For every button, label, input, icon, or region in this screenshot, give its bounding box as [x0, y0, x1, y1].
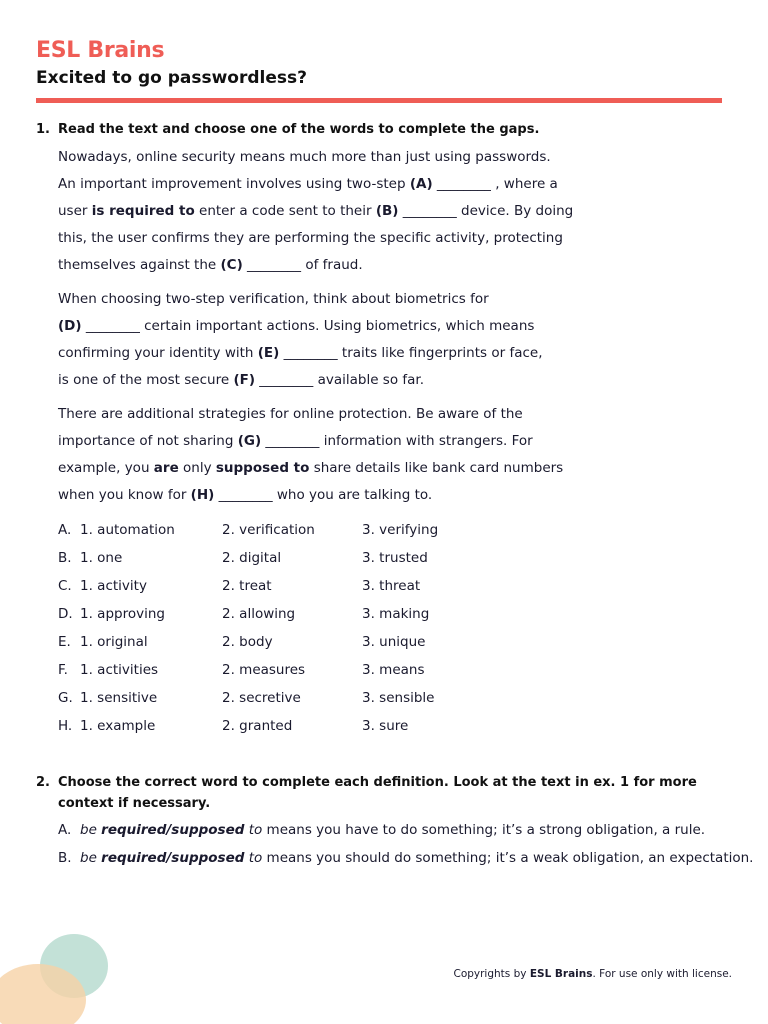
brand-logo: ESL Brains: [36, 38, 165, 63]
definition-letter: A.: [58, 822, 72, 838]
option-letter: H.: [58, 718, 73, 734]
text-run: An important improvement involves using two-step: [58, 176, 410, 192]
definition-choice: required/supposed: [101, 822, 245, 838]
footer-brand: ESL Brains: [529, 968, 593, 980]
text-line: [58, 482, 558, 509]
option-3: 3. sure: [362, 718, 409, 734]
footer-suffix: . For use only with license.: [592, 968, 732, 980]
bold-run: (G): [237, 433, 262, 449]
option-2: 2. digital: [222, 550, 282, 566]
text-run: only: [178, 460, 216, 476]
definition-be: be: [80, 822, 102, 838]
option-letter: C.: [58, 578, 72, 594]
bold-run: (F): [233, 372, 255, 388]
option-1: 1. original: [80, 634, 148, 650]
option-1: 1. sensitive: [80, 690, 158, 706]
text-run: ________ , where a: [432, 176, 558, 192]
text-line: [58, 455, 564, 482]
option-1: 1. one: [80, 550, 123, 566]
text-line: [58, 428, 558, 455]
option-3: 3. verifying: [362, 522, 439, 538]
bold-run: is required to: [91, 203, 195, 219]
option-2: 2. verification: [222, 522, 315, 538]
option-2: 2. secretive: [222, 690, 301, 706]
text-line: [58, 225, 563, 252]
bold-run: supposed to: [215, 460, 310, 476]
text-run: ________ traits like fingerprints or face,: [279, 345, 543, 361]
bold-run: are: [153, 460, 179, 476]
exercise-1-heading: [36, 122, 539, 137]
definition-rest: means you have to do something; it’s a strong obligation, a rule.: [262, 822, 706, 838]
option-letter: A.: [58, 522, 72, 538]
text-line: [58, 252, 558, 279]
option-1: 1. example: [80, 718, 156, 734]
text-run: When choosing two-step verification, think about biometrics for: [58, 291, 489, 307]
definition-to: to: [244, 850, 263, 866]
text-line: [58, 313, 558, 340]
option-2: 2. measures: [222, 662, 306, 678]
option-3: 3. unique: [362, 634, 426, 650]
option-2: 2. treat: [222, 578, 272, 594]
text-run: enter a code sent to their: [194, 203, 376, 219]
text-run: Nowadays, online security means much more than just using passwords.: [58, 149, 551, 165]
paragraph-3: [58, 401, 564, 509]
exercise-2-instruction: Choose the correct word to complete each definition. Look at the text in ex. 1 for more context if necessary.: [58, 775, 697, 811]
option-3: 3. sensible: [362, 690, 435, 706]
copyright-footer: [453, 968, 732, 980]
text-run: is one of the most secure: [58, 372, 234, 388]
text-run: themselves against the: [58, 257, 221, 273]
option-letter: G.: [58, 690, 73, 706]
paragraph-2: [58, 286, 558, 394]
definition-rest: means you should do something; it’s a weak obligation, an expectation.: [262, 850, 754, 866]
exercise-2-number: 2.: [36, 775, 50, 790]
option-3: 3. trusted: [362, 550, 428, 566]
text-run: There are additional strategies for online protection. Be aware of the: [58, 406, 523, 422]
option-1: 1. activity: [80, 578, 147, 594]
text-line: [58, 171, 558, 198]
option-letter: D.: [58, 606, 73, 622]
bold-run: (C): [220, 257, 243, 273]
text-run: ________ who you are talking to.: [214, 487, 433, 503]
option-1: 1. approving: [80, 606, 165, 622]
definition-choice: required/supposed: [101, 850, 245, 866]
option-letter: B.: [58, 550, 72, 566]
text-run: share details like bank card numbers: [309, 460, 564, 476]
exercise-2-heading: [36, 772, 716, 814]
option-2: 2. body: [222, 634, 273, 650]
option-3: 3. making: [362, 606, 430, 622]
text-run: confirming your identity with: [58, 345, 258, 361]
option-3: 3. means: [362, 662, 425, 678]
option-1: 1. activities: [80, 662, 159, 678]
definition-be: be: [80, 850, 102, 866]
option-2: 2. granted: [222, 718, 293, 734]
text-run: ________ device. By doing: [398, 203, 574, 219]
option-1: 1. automation: [80, 522, 175, 538]
exercise-1-instruction: Read the text and choose one of the words to complete the gaps.: [58, 122, 540, 137]
text-line: [58, 144, 558, 171]
title-divider: [36, 98, 722, 103]
paragraph-1: [58, 144, 574, 279]
text-run: this, the user confirms they are performing the specific activity, protecting: [58, 230, 563, 246]
footer-prefix: Copyrights by: [453, 968, 530, 980]
text-line: [58, 340, 558, 367]
bold-run: (D): [58, 318, 82, 334]
option-2: 2. allowing: [222, 606, 296, 622]
bold-run: (A): [409, 176, 433, 192]
bold-run: (H): [190, 487, 215, 503]
bold-run: (E): [257, 345, 280, 361]
text-run: ________ of fraud.: [242, 257, 363, 273]
definition-text: [80, 816, 705, 844]
text-run: importance of not sharing: [58, 433, 238, 449]
definition-letter: B.: [58, 850, 72, 866]
definition-to: to: [244, 822, 263, 838]
text-line: [58, 401, 558, 428]
option-letter: F.: [58, 662, 68, 678]
exercise-1-number: 1.: [36, 122, 50, 137]
text-run: ________ certain important actions. Using biometrics, which means: [81, 318, 535, 334]
bold-run: (B): [375, 203, 399, 219]
text-line: [58, 286, 558, 313]
text-run: when you know for: [58, 487, 191, 503]
text-run: example, you: [58, 460, 154, 476]
text-line: [58, 367, 558, 394]
worksheet-title: Excited to go passwordless?: [36, 68, 307, 88]
text-line: [58, 198, 574, 225]
option-letter: E.: [58, 634, 71, 650]
text-run: ________ available so far.: [255, 372, 425, 388]
text-run: ________ information with strangers. For: [261, 433, 533, 449]
text-run: user: [58, 203, 92, 219]
decorative-blobs: [0, 928, 120, 1024]
option-3: 3. threat: [362, 578, 421, 594]
definition-text: [80, 844, 753, 872]
